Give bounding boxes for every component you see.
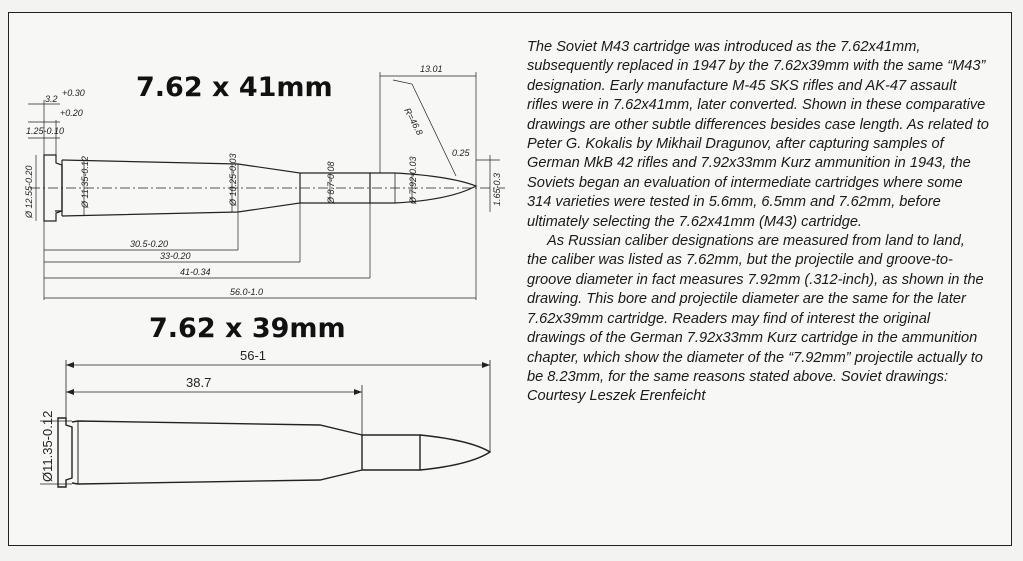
dim-label: Ø 10.25-0.03 — [228, 153, 238, 206]
dim-label: 56-1 — [240, 348, 267, 363]
drawing-7-62x41 — [28, 72, 505, 300]
dim-label: 41-0.34 — [180, 267, 211, 277]
dim-label: Ø 11.35-0.12 — [80, 156, 90, 208]
dim-label: +0.20 — [60, 108, 83, 118]
dim-label: +0.30 — [62, 88, 85, 98]
case-body — [72, 421, 362, 484]
dim-label: 1.65-0.3 — [492, 172, 502, 206]
dim-labels-bottom — [40, 348, 266, 482]
dim-label: 33-0.20 — [160, 251, 191, 261]
dim-label: 1.25-0.10 — [26, 126, 65, 136]
heading-7-62x41: 7.62 x 41mm — [136, 72, 333, 103]
dim-label: 30.5-0.20 — [130, 239, 169, 249]
dim-label: 3.2 — [45, 94, 58, 104]
dim-label: Ø 12.55-0.20 — [24, 165, 34, 218]
case-neck — [362, 435, 420, 470]
caption-paragraph-1: The Soviet M43 cartridge was introduced as the 7.62x41mm, subsequently replaced in 1947 by the 7.62x39mm with the same “M43” designation. Early manufacture M-45 SKS rifles and AK-47 assault rifles were in 7.62x41mm, later converted. Shown in these comparative drawings are other subtle differences besides case length. As related to Peter G. Kokalis by Mikhail Dragunov, after capturing samples of German MkB 42 rifles and 7.92x33mm Kurz ammunition in 1943, the Soviets began an evaluation of intermediate cartridges where some 314 varieties were tested in 5.6mm, 6.5mm and 7.62mm, before ultimately selecting the 7.62x41mm (M43) cartridge. — [527, 39, 989, 230]
dim-label: 13.01 — [420, 64, 443, 74]
dim-label: R=46.8 — [402, 106, 425, 137]
dim-label: Ø 7.92-0.03 — [408, 156, 418, 204]
caption-text — [527, 38, 989, 407]
drawing-7-62x39 — [40, 360, 490, 487]
dim-label: 0.25 — [452, 148, 470, 158]
dim-label: Ø 8.7-0.08 — [326, 161, 336, 204]
bullet — [420, 435, 490, 470]
case-rim — [58, 418, 72, 487]
dim-label: 56.0-1.0 — [230, 287, 264, 297]
heading-7-62x39: 7.62 x 39mm — [149, 313, 346, 344]
caption-paragraph-2: As Russian caliber designations are measured from land to land, the caliber was listed as 7.62mm, but the projectile and groove-to-groove diameter in fact measures 7.92mm (.312-inch), as shown in the drawing. This bore and projectile diameter are the same for the later 7.62x39mm cartridge. Readers may find of interest the original drawings of the German 7.92x33mm Kurz cartridge in the ammunition chapter, which show the diameter of the “7.92mm” projectile actually to be 8.23mm, for the same reasons stated above. Soviet drawings: Courtesy Leszek Erenfeicht — [527, 233, 984, 405]
dim-label: Ø11.35-0.12 — [40, 410, 55, 482]
dim-label: 38.7 — [186, 375, 212, 390]
